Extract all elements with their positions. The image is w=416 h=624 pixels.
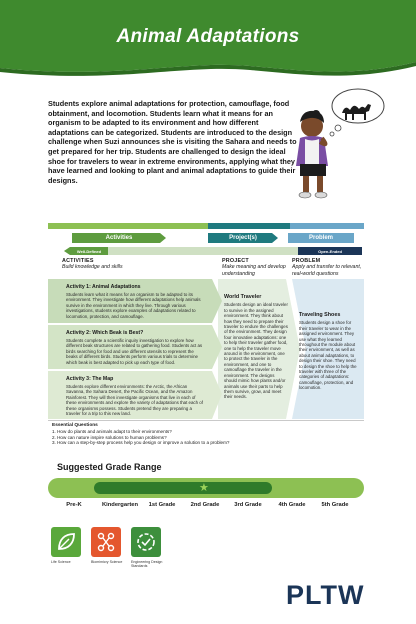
pltw-logo: PLTW bbox=[286, 580, 365, 610]
phase-bar bbox=[48, 223, 364, 229]
project-phase-segment bbox=[208, 223, 290, 229]
activity-1-title: Activity 1: Animal Adaptations bbox=[66, 284, 141, 290]
grade-label: Kindergarten bbox=[101, 502, 139, 508]
activities-column-heading bbox=[62, 258, 182, 271]
engineering-design-badge bbox=[131, 527, 161, 557]
essential-questions-title: Essential Questions bbox=[52, 423, 98, 428]
essential-questions bbox=[48, 420, 364, 450]
grade-label: 3rd Grade bbox=[234, 502, 262, 508]
essential-question: 1. How do plants and animals adapt to their environments? bbox=[52, 428, 172, 434]
biomimicry-badge bbox=[91, 527, 121, 557]
grade-range-title: Suggested Grade Range bbox=[57, 462, 162, 472]
activity-3-card bbox=[48, 371, 218, 421]
project-card bbox=[224, 295, 288, 400]
grade-label: 4th Grade bbox=[278, 502, 306, 508]
biomimicry-label: Biomimicry Science bbox=[91, 560, 123, 564]
problem-title: Traveling Shoes bbox=[299, 312, 341, 318]
problem-card bbox=[299, 313, 359, 391]
activity-1-card bbox=[48, 279, 218, 323]
activity-2-text: Students complete a scientific inquiry investigation to explore how different beak structures are related to gathering food. Students act as birds searching for food and use different utensils to represent the beaks of different birds. Students perform various trials to determine which beak is best adapted to pick up each type of food. bbox=[66, 337, 203, 365]
essential-question: 2. How can nature inspire solutions to human problems? bbox=[52, 434, 167, 440]
project-text: Students design an ideal traveler to survive in the assigned environment. They think about how they need to prepare their traveler to endure the challenges of the environment. They design four innovative adaptations: one to help their traveler gather food, one to help the traveler move around in the environment, one to protect the traveler in the environment, and one to camouflage the traveler in the environment. The designs should mimic how plants and/or animals use their parts to help them survive, grow, and meet their needs. bbox=[224, 302, 288, 400]
grade-label: Pre-K bbox=[66, 502, 82, 508]
column-subtitle: Apply and transfer to relevant, real-world questions bbox=[292, 264, 362, 277]
projects-phase-label: Project(s) bbox=[229, 235, 257, 241]
page-title: Animal Adaptations bbox=[116, 26, 300, 47]
grade-label: 2nd Grade bbox=[190, 502, 220, 508]
activity-3-title: Activity 3: The Map bbox=[66, 376, 114, 382]
project-column-heading bbox=[222, 258, 286, 277]
problem-phase-label: Problem bbox=[308, 235, 333, 241]
phase-labels bbox=[48, 231, 364, 259]
essential-question: 3. How can a step-by-step process help you design or improve a solution to a problem? bbox=[52, 440, 230, 446]
grade-range-highlight bbox=[94, 482, 272, 494]
column-title: ACTIVITIES bbox=[62, 258, 94, 264]
grade-label: 1st Grade bbox=[148, 502, 176, 508]
activities-phase-label: Activities bbox=[105, 235, 133, 241]
leaf-icon bbox=[51, 527, 81, 557]
activity-1-text: Students learn what it means for an organism to be adapted to its environment. They investigate how different adaptations help animals survive in the environment in which they live. Through various investigations, students explore examples of adaptations related to locomotion, protection, and camouflage. bbox=[66, 291, 201, 319]
engineering-design-label: Engineering Design Standards bbox=[131, 560, 163, 569]
grade-label: 5th Grade bbox=[321, 502, 349, 508]
problem-text: Students design a shoe for their traveler to wear in the assigned environment. They use what they learned throughout the module about their environment, as well as about animal adaptations, to design their shoe. They need to design the shoe to help the traveler with three of the categories of adaptations: camouflage, protection, and locomotion. bbox=[299, 320, 357, 391]
well-defined-label: Well-Defined bbox=[76, 248, 102, 254]
star-icon: ★ bbox=[199, 482, 209, 494]
suzi-illustration-icon bbox=[276, 76, 396, 204]
column-subtitle: Build knowledge and skills bbox=[62, 264, 123, 271]
column-title: PROJECT bbox=[222, 258, 249, 264]
engineering-design-icon bbox=[131, 527, 161, 557]
grade-range-bar bbox=[48, 478, 364, 498]
problem-column-heading bbox=[292, 258, 362, 277]
open-ended-label: Open-Ended bbox=[318, 248, 342, 254]
life-science-label: Life Science bbox=[51, 560, 71, 564]
activity-phase-segment bbox=[48, 223, 208, 229]
activity-3-text: Students explore different environments: the Arctic, the African Savanna, the Sahara Desert, the Pacific Ocean, and the Amazon Rainforest. They will then investigate organisms that live in each of these environments and explore the variety of adaptations that each of these organisms possess. Students pretend they are preparing a traveler for a trip to this new land. bbox=[66, 383, 203, 416]
column-subtitle: Make meaning and develop understanding bbox=[222, 264, 286, 277]
intro-paragraph: Students explore animal adaptations for protection, camouflage, food obtainment, and locomotion. Students learn what it means for an organism to be adapted to its environment and how different adaptations can be categorized. Students are introduced to the design challenge when Suzi announces she is visiting the Sahara and needs to get prepared for her trip. Students are challenged to design the ideal shoe for travelers to wear in extreme environments, applying what they have learned and looking to plant and animal adaptations to guide their designs. bbox=[48, 99, 297, 185]
biomimicry-icon bbox=[91, 527, 121, 557]
activity-2-title: Activity 2: Which Beak is Best? bbox=[66, 330, 144, 336]
module-flow bbox=[48, 279, 364, 419]
header-banner bbox=[0, 0, 416, 84]
project-title: World Traveler bbox=[224, 294, 262, 300]
column-title: PROBLEM bbox=[292, 258, 321, 264]
activity-2-card bbox=[48, 325, 218, 369]
problem-phase-segment bbox=[290, 223, 364, 229]
life-science-badge bbox=[51, 527, 81, 557]
